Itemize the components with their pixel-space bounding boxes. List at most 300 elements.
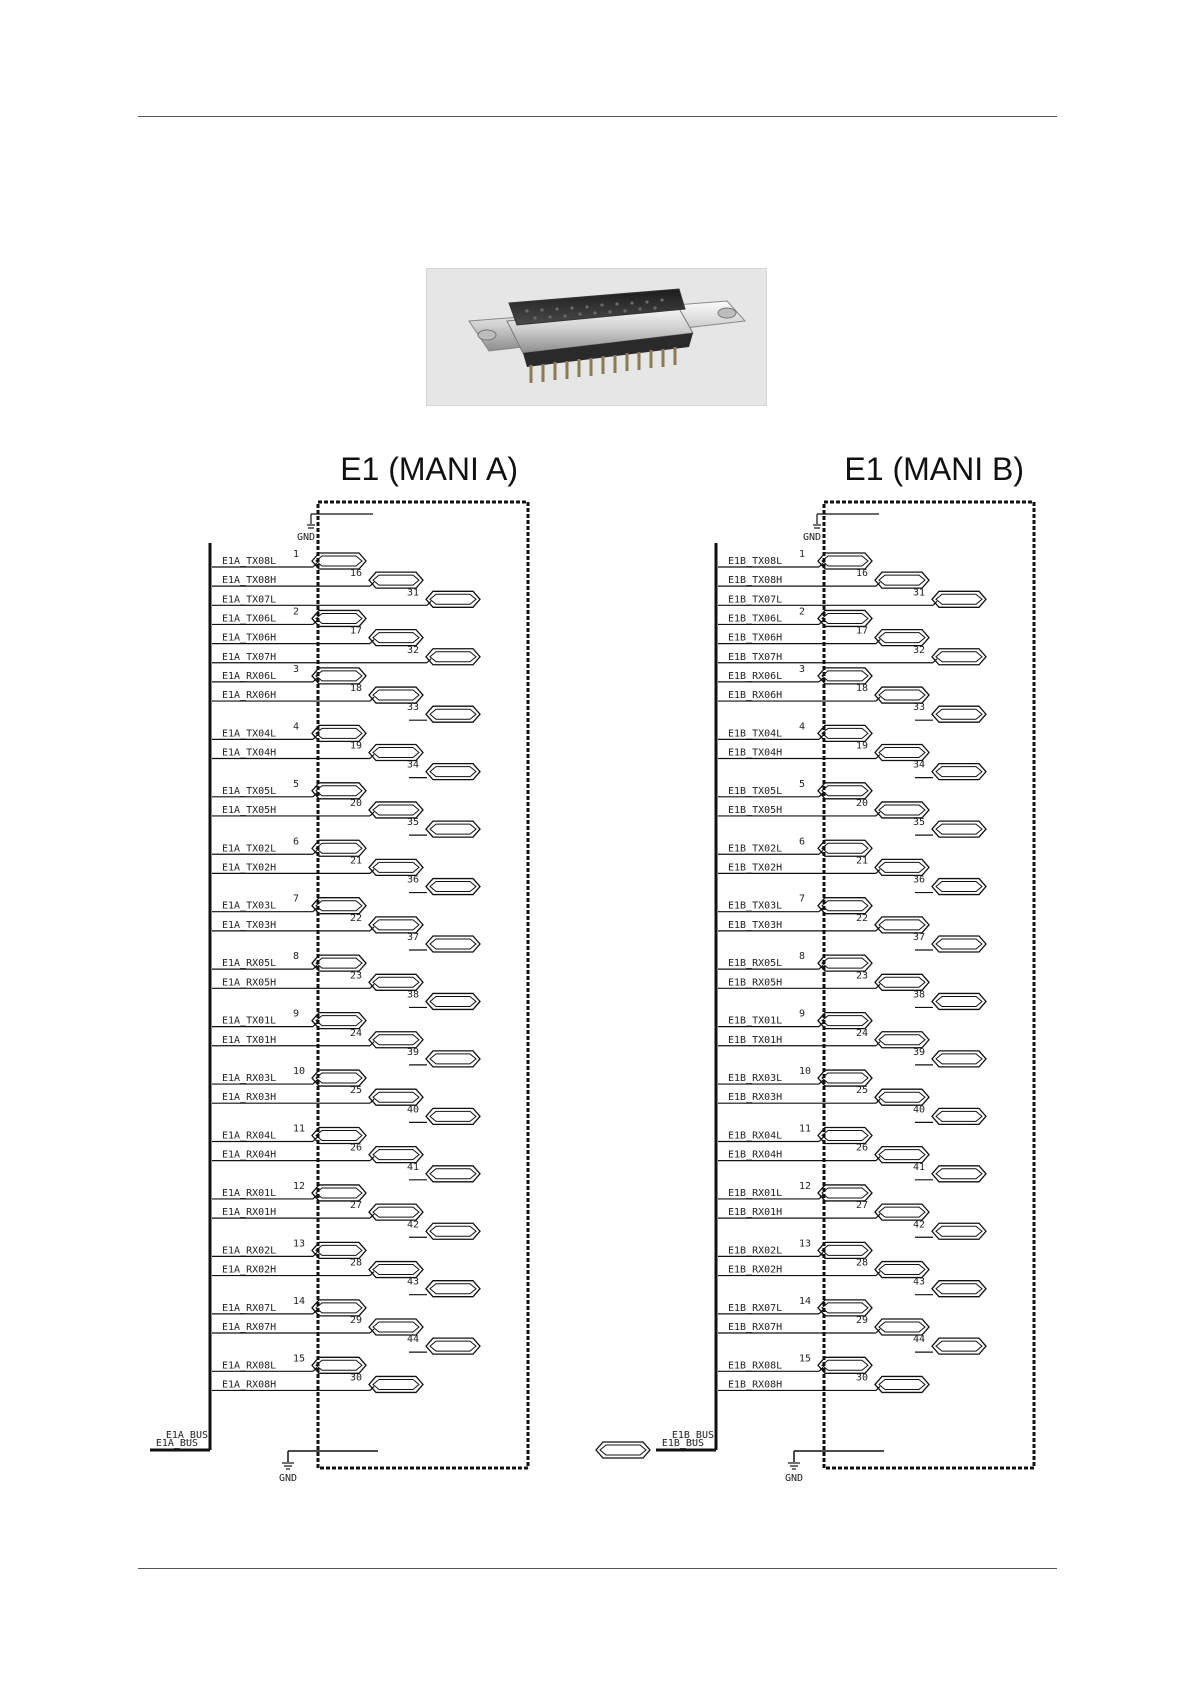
- unused-pin: [913, 875, 986, 895]
- pin-number: 19: [856, 740, 869, 752]
- pin-socket-icon: [312, 898, 366, 914]
- signal-label: E1B_TX01H: [728, 1034, 783, 1046]
- pin-socket-icon: [426, 879, 480, 895]
- pin-socket-icon: [875, 802, 929, 818]
- pin-number: 11: [293, 1123, 306, 1135]
- pin-number: 40: [407, 1104, 420, 1116]
- pin-number: 12: [293, 1180, 306, 1192]
- pin-number: 44: [407, 1334, 420, 1346]
- signal-label: E1B_TX02L: [728, 843, 783, 855]
- pin-number: 37: [407, 932, 420, 943]
- pin-number: 44: [913, 1334, 926, 1346]
- pin-number: 18: [350, 683, 363, 695]
- pin-number: 36: [407, 874, 420, 886]
- pin-socket-icon: [818, 1013, 872, 1029]
- pin-number: 10: [799, 1066, 812, 1078]
- signal-label: E1A_RX02L: [222, 1245, 277, 1257]
- signal-net: [718, 645, 986, 665]
- signal-label: E1A_RX04L: [222, 1130, 277, 1142]
- signal-net: [718, 1296, 872, 1316]
- signal-label: E1B_TX06H: [728, 632, 783, 644]
- pin-socket-icon: [369, 630, 423, 646]
- pin-socket-icon: [426, 1166, 480, 1182]
- pin-number: 17: [350, 625, 363, 637]
- pin-socket-icon: [312, 840, 366, 856]
- pin-number: 16: [856, 568, 869, 580]
- unused-pin: [913, 1162, 986, 1182]
- pin-socket-icon: [875, 1147, 929, 1163]
- pin-number: 26: [350, 1142, 363, 1154]
- pin-number: 43: [913, 1276, 926, 1288]
- pin-socket-icon: [369, 917, 423, 933]
- signal-label: E1B_RX03H: [728, 1092, 783, 1104]
- pin-number: 31: [407, 587, 420, 599]
- unused-pin: [407, 932, 480, 952]
- unused-pin: [913, 760, 986, 780]
- pin-number: 21: [350, 855, 363, 867]
- pin-socket-icon: [875, 687, 929, 703]
- connector-e1-mani-a: [150, 451, 528, 1484]
- signal-net: [212, 721, 366, 741]
- signal-net: [212, 1296, 366, 1316]
- signal-label: E1A_TX01H: [222, 1034, 277, 1046]
- signal-label: E1B_RX07L: [728, 1302, 783, 1314]
- unused-pin: [407, 1162, 480, 1182]
- pin-socket-icon: [818, 1300, 872, 1316]
- pin-number: 20: [350, 797, 363, 809]
- signal-label: E1B_RX05H: [728, 977, 783, 989]
- pin-number: 25: [350, 1085, 363, 1097]
- pin-number: 9: [799, 1008, 806, 1020]
- signal-label: E1A_TX04L: [222, 728, 277, 740]
- signal-net: [718, 1181, 872, 1201]
- pin-number: 2: [799, 606, 806, 618]
- pin-socket-icon: [369, 1262, 423, 1278]
- gnd-top-symbol: [297, 525, 315, 543]
- pin-socket-icon: [369, 1089, 423, 1105]
- pin-number: 31: [913, 587, 926, 599]
- pin-socket-icon: [818, 668, 872, 684]
- pin-socket-icon: [932, 1281, 986, 1297]
- pin-number: 11: [799, 1123, 812, 1135]
- pin-number: 19: [350, 740, 363, 752]
- pin-number: 27: [350, 1200, 363, 1212]
- unused-pin: [407, 1047, 480, 1067]
- signal-net: [212, 951, 366, 971]
- unused-pin: [913, 1104, 986, 1124]
- signal-label: E1B_TX03L: [728, 900, 783, 912]
- pin-socket-icon: [369, 745, 423, 761]
- pin-socket-icon: [875, 572, 929, 588]
- gnd-top-symbol: [803, 525, 821, 543]
- signal-net: [718, 606, 872, 626]
- signal-label: E1A_RX08L: [222, 1360, 277, 1372]
- unused-pin: [913, 932, 986, 952]
- pin-number: 18: [856, 683, 869, 695]
- pin-number: 15: [293, 1353, 306, 1365]
- pin-socket-icon: [818, 840, 872, 856]
- pin-socket-icon: [875, 1089, 929, 1105]
- bus-label-top: E1A_BUS: [165, 1430, 208, 1441]
- unused-pin: [913, 1047, 986, 1067]
- pin-socket-icon: [426, 1108, 480, 1124]
- signal-net: [718, 894, 872, 914]
- pin-number: 32: [407, 644, 420, 656]
- signal-label: E1A_RX07L: [222, 1302, 277, 1314]
- pin-number: 41: [407, 1161, 420, 1173]
- signal-net: [212, 1009, 366, 1029]
- signal-label: E1A_RX01L: [222, 1187, 277, 1199]
- pin-number: 13: [799, 1238, 812, 1250]
- signal-label: E1B_TX08L: [728, 556, 783, 567]
- pin-number: 21: [856, 855, 869, 867]
- signal-net: [718, 1066, 872, 1086]
- signal-label: E1B_RX02H: [728, 1264, 783, 1276]
- pin-socket-icon: [932, 591, 986, 607]
- signal-net: [212, 1353, 366, 1373]
- pin-socket-icon: [426, 706, 480, 722]
- pin-socket-icon: [818, 553, 872, 569]
- signal-label: E1A_RX03L: [222, 1073, 277, 1085]
- pin-socket-icon: [818, 1070, 872, 1086]
- signal-net: [718, 549, 872, 569]
- signal-net: [718, 1353, 872, 1373]
- pin-socket-icon: [369, 974, 423, 990]
- signal-label: E1B_TX03H: [728, 919, 783, 931]
- pin-socket-icon: [426, 1281, 480, 1297]
- pin-number: 8: [293, 951, 300, 963]
- signal-label: E1A_RX04H: [222, 1149, 277, 1161]
- signal-label: E1B_RX07H: [728, 1322, 783, 1333]
- signal-label: E1B_TX04H: [728, 747, 783, 759]
- pin-socket-icon: [369, 687, 423, 703]
- pin-socket-icon: [932, 1108, 986, 1124]
- pin-number: 40: [913, 1104, 926, 1116]
- signal-net: [212, 645, 480, 665]
- connector-title: E1 (MANI B): [844, 451, 1024, 487]
- pin-socket-icon: [875, 1262, 929, 1278]
- pin-socket-icon: [875, 974, 929, 990]
- signal-net: [212, 1124, 366, 1144]
- unused-pin: [913, 989, 986, 1009]
- signal-label: E1A_TX03H: [222, 919, 277, 931]
- signal-net: [718, 664, 872, 684]
- pin-number: 29: [350, 1315, 363, 1326]
- pin-socket-icon: [369, 572, 423, 588]
- pin-number: 22: [856, 912, 869, 924]
- signal-label: E1A_TX02H: [222, 862, 277, 874]
- signal-label: E1B_TX04L: [728, 728, 783, 740]
- pin-socket-icon: [818, 955, 872, 971]
- pin-socket-icon: [932, 706, 986, 722]
- bus-label-bottom: E1A_BUS: [155, 1438, 198, 1449]
- pin-number: 36: [913, 874, 926, 886]
- gnd-top-label: GND: [802, 532, 822, 543]
- header-rule: [138, 116, 1057, 117]
- signal-label: E1B_RX01L: [728, 1187, 783, 1199]
- pin-socket-icon: [312, 1128, 366, 1144]
- pin-number: 34: [913, 759, 926, 771]
- pin-number: 22: [350, 912, 363, 924]
- pin-number: 33: [913, 702, 926, 714]
- pin-socket-icon: [426, 649, 480, 665]
- unused-pin: [407, 1277, 480, 1297]
- signal-label: E1A_RX08H: [222, 1379, 277, 1391]
- signal-label: E1A_RX06L: [222, 670, 277, 682]
- connector-photo: [426, 268, 767, 406]
- signal-net: [212, 1066, 366, 1086]
- signal-net: [718, 836, 872, 856]
- pin-socket-icon: [818, 725, 872, 741]
- pin-number: 38: [407, 989, 420, 1001]
- connector-schematic: [138, 448, 1048, 1498]
- pin-number: 30: [350, 1372, 363, 1384]
- pin-number: 42: [407, 1219, 420, 1231]
- signal-net: [718, 1124, 872, 1144]
- pin-number: 3: [799, 663, 806, 675]
- signal-label: E1A_TX08L: [222, 556, 277, 567]
- signal-net: [718, 1009, 872, 1029]
- pin-number: 24: [350, 1027, 363, 1039]
- pin-socket-icon: [818, 1242, 872, 1258]
- pin-socket-icon: [875, 859, 929, 875]
- pin-socket-icon: [818, 783, 872, 799]
- pin-number: 41: [913, 1161, 926, 1173]
- signal-net: [212, 836, 366, 856]
- pin-number: 26: [856, 1142, 869, 1154]
- gnd-bottom-symbol: [279, 1463, 297, 1484]
- pin-socket-icon: [369, 1204, 423, 1220]
- signal-label: E1B_TX01L: [728, 1015, 783, 1027]
- signal-label: E1A_RX05L: [222, 958, 277, 970]
- gnd-label: GND: [278, 1473, 298, 1484]
- pin-number: 2: [293, 606, 300, 618]
- pin-socket-icon: [875, 745, 929, 761]
- pin-number: 13: [293, 1238, 306, 1250]
- pin-socket-icon: [932, 649, 986, 665]
- pin-number: 32: [913, 644, 926, 656]
- unused-pin: [913, 1334, 986, 1354]
- pin-socket-icon: [312, 955, 366, 971]
- connector-title: E1 (MANI A): [340, 451, 518, 487]
- signal-net: [212, 1238, 366, 1258]
- bus-label-top: E1B_BUS: [671, 1430, 714, 1441]
- signal-label: E1A_TX04H: [222, 747, 277, 759]
- signal-label: E1B_RX05L: [728, 958, 783, 970]
- pin-socket-icon: [426, 591, 480, 607]
- pin-socket-icon: [312, 725, 366, 741]
- pin-socket-icon: [875, 1376, 929, 1392]
- signal-net: [212, 587, 480, 607]
- signal-label: E1A_RX03H: [222, 1092, 277, 1104]
- signal-label: E1B_TX08H: [728, 575, 783, 587]
- signal-label: E1B_TX05L: [728, 785, 783, 797]
- pin-socket-icon: [818, 610, 872, 626]
- pin-socket-icon: [426, 1223, 480, 1239]
- pin-socket-icon: [312, 1185, 366, 1201]
- signal-label: E1B_RX06H: [728, 690, 783, 702]
- pin-socket-icon: [875, 630, 929, 646]
- signal-label: E1B_TX07H: [728, 651, 783, 663]
- pin-socket-icon: [875, 1319, 929, 1335]
- pin-number: 25: [856, 1085, 869, 1097]
- signal-label: E1B_TX05H: [728, 804, 783, 816]
- pin-number: 9: [293, 1008, 300, 1020]
- pin-number: 5: [293, 778, 300, 790]
- pin-number: 1: [799, 549, 806, 560]
- signal-label: E1A_TX06L: [222, 613, 277, 625]
- pin-number: 27: [856, 1200, 869, 1212]
- unused-pin: [407, 1334, 480, 1354]
- pin-number: 20: [856, 797, 869, 809]
- pin-socket-icon: [875, 1032, 929, 1048]
- pin-socket-icon: [932, 1051, 986, 1067]
- pin-number: 24: [856, 1027, 869, 1039]
- signal-label: E1A_TX07H: [222, 651, 277, 663]
- signal-label: E1A_TX02L: [222, 843, 277, 855]
- gnd-top-label: GND: [296, 532, 316, 543]
- signal-label: E1A_RX06H: [222, 690, 277, 702]
- signal-net: [718, 721, 872, 741]
- unused-pin: [407, 702, 480, 722]
- pin-socket-icon: [932, 993, 986, 1009]
- pin-number: 6: [293, 836, 300, 848]
- pin-socket-icon: [932, 1166, 986, 1182]
- pin-socket-icon: [369, 1376, 423, 1392]
- pin-number: 38: [913, 989, 926, 1001]
- pin-socket-icon: [312, 1070, 366, 1086]
- signal-label: E1B_RX04H: [728, 1149, 783, 1161]
- pin-number: 12: [799, 1180, 812, 1192]
- signal-net: [212, 606, 366, 626]
- unused-pin: [913, 702, 986, 722]
- signal-label: E1A_TX05L: [222, 785, 277, 797]
- pin-number: 28: [856, 1257, 869, 1269]
- pin-socket-icon: [369, 859, 423, 875]
- pin-number: 42: [913, 1219, 926, 1231]
- pin-socket-icon: [426, 936, 480, 952]
- pin-number: 23: [350, 970, 363, 982]
- pin-socket-icon: [312, 1357, 366, 1373]
- pin-socket-icon: [312, 783, 366, 799]
- pin-socket-icon: [369, 1319, 423, 1335]
- pin-socket-icon: [426, 1051, 480, 1067]
- signal-label: E1A_RX05H: [222, 977, 277, 989]
- bus-label-bottom: E1B_BUS: [661, 1438, 704, 1449]
- pin-number: 1: [293, 549, 300, 560]
- pin-socket-icon: [818, 1128, 872, 1144]
- pin-socket-icon: [818, 1185, 872, 1201]
- pin-number: 14: [293, 1295, 306, 1307]
- pin-number: 6: [799, 836, 806, 848]
- pin-socket-icon: [369, 802, 423, 818]
- signal-label: E1A_TX03L: [222, 900, 277, 912]
- pin-number: 43: [407, 1276, 420, 1288]
- signal-label: E1A_RX07H: [222, 1322, 277, 1333]
- signal-label: E1A_TX06H: [222, 632, 277, 644]
- bus-port-icon: [596, 1442, 650, 1458]
- signal-label: E1B_TX07L: [728, 594, 783, 606]
- pin-socket-icon: [932, 1223, 986, 1239]
- pin-socket-icon: [369, 1147, 423, 1163]
- pin-socket-icon: [312, 553, 366, 569]
- pin-socket-icon: [932, 936, 986, 952]
- footer-rule: [138, 1568, 1057, 1569]
- pin-socket-icon: [312, 668, 366, 684]
- pin-number: 29: [856, 1315, 869, 1326]
- pin-number: 4: [799, 721, 806, 733]
- pin-socket-icon: [818, 1357, 872, 1373]
- signal-label: E1A_RX02H: [222, 1264, 277, 1276]
- signal-label: E1A_TX08H: [222, 575, 277, 587]
- unused-pin: [407, 875, 480, 895]
- signal-label: E1B_RX08H: [728, 1379, 783, 1391]
- signal-label: E1B_RX04L: [728, 1130, 783, 1142]
- pin-number: 39: [407, 1046, 420, 1058]
- pin-number: 3: [293, 663, 300, 675]
- pin-number: 23: [856, 970, 869, 982]
- unused-pin: [407, 1219, 480, 1239]
- signal-net: [212, 779, 366, 799]
- pin-socket-icon: [426, 993, 480, 1009]
- pin-number: 4: [293, 721, 300, 733]
- unused-pin: [913, 817, 986, 837]
- unused-pin: [407, 989, 480, 1009]
- pin-socket-icon: [932, 879, 986, 895]
- signal-label: E1B_RX01H: [728, 1207, 783, 1219]
- pin-socket-icon: [818, 898, 872, 914]
- signal-label: E1B_RX08L: [728, 1360, 783, 1372]
- pin-socket-icon: [369, 1032, 423, 1048]
- signal-label: E1B_RX03L: [728, 1073, 783, 1085]
- pin-socket-icon: [426, 764, 480, 780]
- pin-number: 5: [799, 778, 806, 790]
- pin-number: 16: [350, 568, 363, 580]
- pin-socket-icon: [312, 610, 366, 626]
- signal-label: E1A_TX05H: [222, 804, 277, 816]
- signal-net: [212, 1181, 366, 1201]
- unused-pin: [913, 1219, 986, 1239]
- pin-number: 35: [407, 817, 420, 829]
- pin-number: 39: [913, 1046, 926, 1058]
- pin-number: 8: [799, 951, 806, 963]
- pin-socket-icon: [312, 1013, 366, 1029]
- signal-net: [718, 587, 986, 607]
- connector-e1-mani-b: [596, 451, 1034, 1484]
- pin-socket-icon: [426, 1338, 480, 1354]
- unused-pin: [407, 1104, 480, 1124]
- signal-label: E1B_RX02L: [728, 1245, 783, 1257]
- signal-label: E1B_TX06L: [728, 613, 783, 625]
- pin-socket-icon: [312, 1242, 366, 1258]
- unused-pin: [407, 817, 480, 837]
- pin-socket-icon: [426, 821, 480, 837]
- unused-pin: [913, 1277, 986, 1297]
- pin-number: 10: [293, 1066, 306, 1078]
- pin-number: 34: [407, 759, 420, 771]
- pin-socket-icon: [312, 1300, 366, 1316]
- signal-label: E1A_TX07L: [222, 594, 277, 606]
- pin-socket-icon: [932, 764, 986, 780]
- pin-number: 14: [799, 1295, 812, 1307]
- signal-net: [212, 664, 366, 684]
- signal-net: [718, 779, 872, 799]
- signal-label: E1A_RX01H: [222, 1207, 277, 1219]
- pin-number: 33: [407, 702, 420, 714]
- pin-number: 35: [913, 817, 926, 829]
- signal-net: [212, 549, 366, 569]
- pin-number: 17: [856, 625, 869, 637]
